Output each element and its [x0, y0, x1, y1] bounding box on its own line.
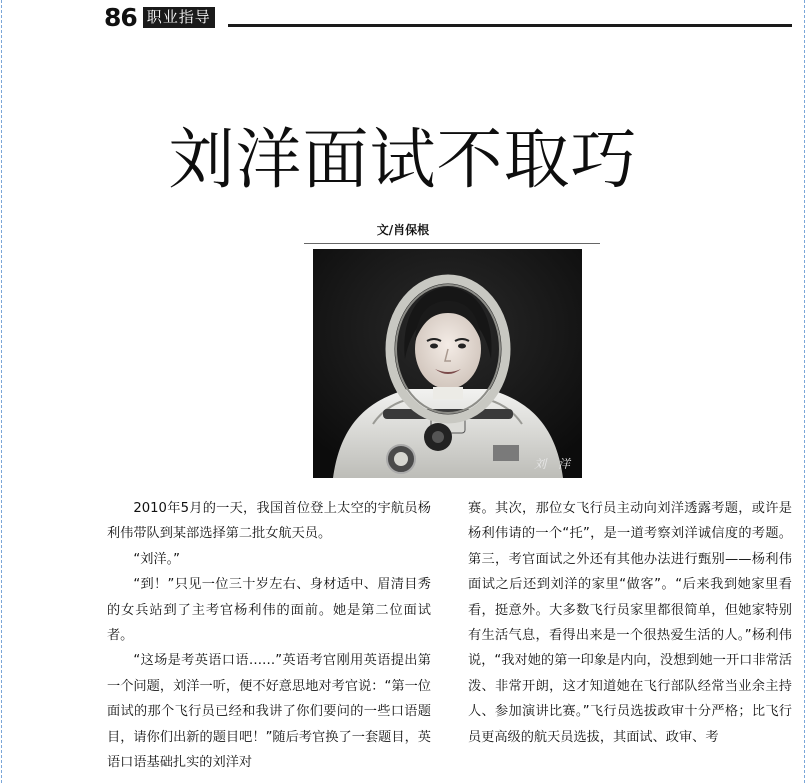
body-paragraph: 2010年5月的一天，我国首位登上太空的宇航员杨利伟带队到某部选择第二批女航天员。 — [107, 501, 431, 542]
body-paragraph: “这场是考英语口语……”英语考官刚用英语提出第一个问题，刘洋一听，便不好意思地对考官说：“第一位面试的那个飞行员已经和我讲了你们要问的一些口语题目，请你们出新的题目吧！”随后考官换了一套题目，英语口语基础扎实的刘洋对 — [107, 653, 431, 771]
article-column-right — [468, 496, 792, 750]
body-paragraph: “到！”只见一位三十岁左右、身材适中、眉清目秀的女兵站到了主考官杨利伟的面前。她是第二位面试者。 — [107, 577, 431, 644]
article-byline: 文/肖保根 — [376, 223, 430, 237]
body-paragraph: “刘洋。” — [133, 551, 181, 567]
photo-signature: 刘 洋 — [534, 457, 574, 471]
header-rule — [228, 24, 792, 27]
page-header — [104, 0, 215, 34]
astronaut-photo — [313, 249, 582, 478]
section-tag: 职业指导 — [143, 7, 215, 28]
body-paragraph: 赛。其次，那位女飞行员主动向刘洋透露考题，或许是杨利伟请的一个“托”，是一道考察刘洋诚信度的考题。第三，考官面试之外还有其他办法进行甄别——杨利伟面试之后还到刘洋的家里“做客”。“后来我到她家里看看，挺意外。大多数飞行员家里都很简单，但她家特别有生活气息，看得出来是一个很热爱生活的人。”杨利伟说，“我对她的第一印象是内向，没想到她一开口非常活泼、非常开朗，这才知道她在飞行部队经常当业余主持人、参加演讲比赛。”飞行员选拔政审十分严格；比飞行员更高级的航天员选拔，其面试、政审、考 — [468, 501, 792, 745]
article-column-left — [107, 496, 431, 775]
photo-top-rule — [304, 243, 600, 244]
article-title: 刘洋面试不取巧 — [168, 121, 638, 198]
page-number: 86 — [104, 2, 137, 32]
astronaut-portrait-illustration — [313, 249, 582, 478]
